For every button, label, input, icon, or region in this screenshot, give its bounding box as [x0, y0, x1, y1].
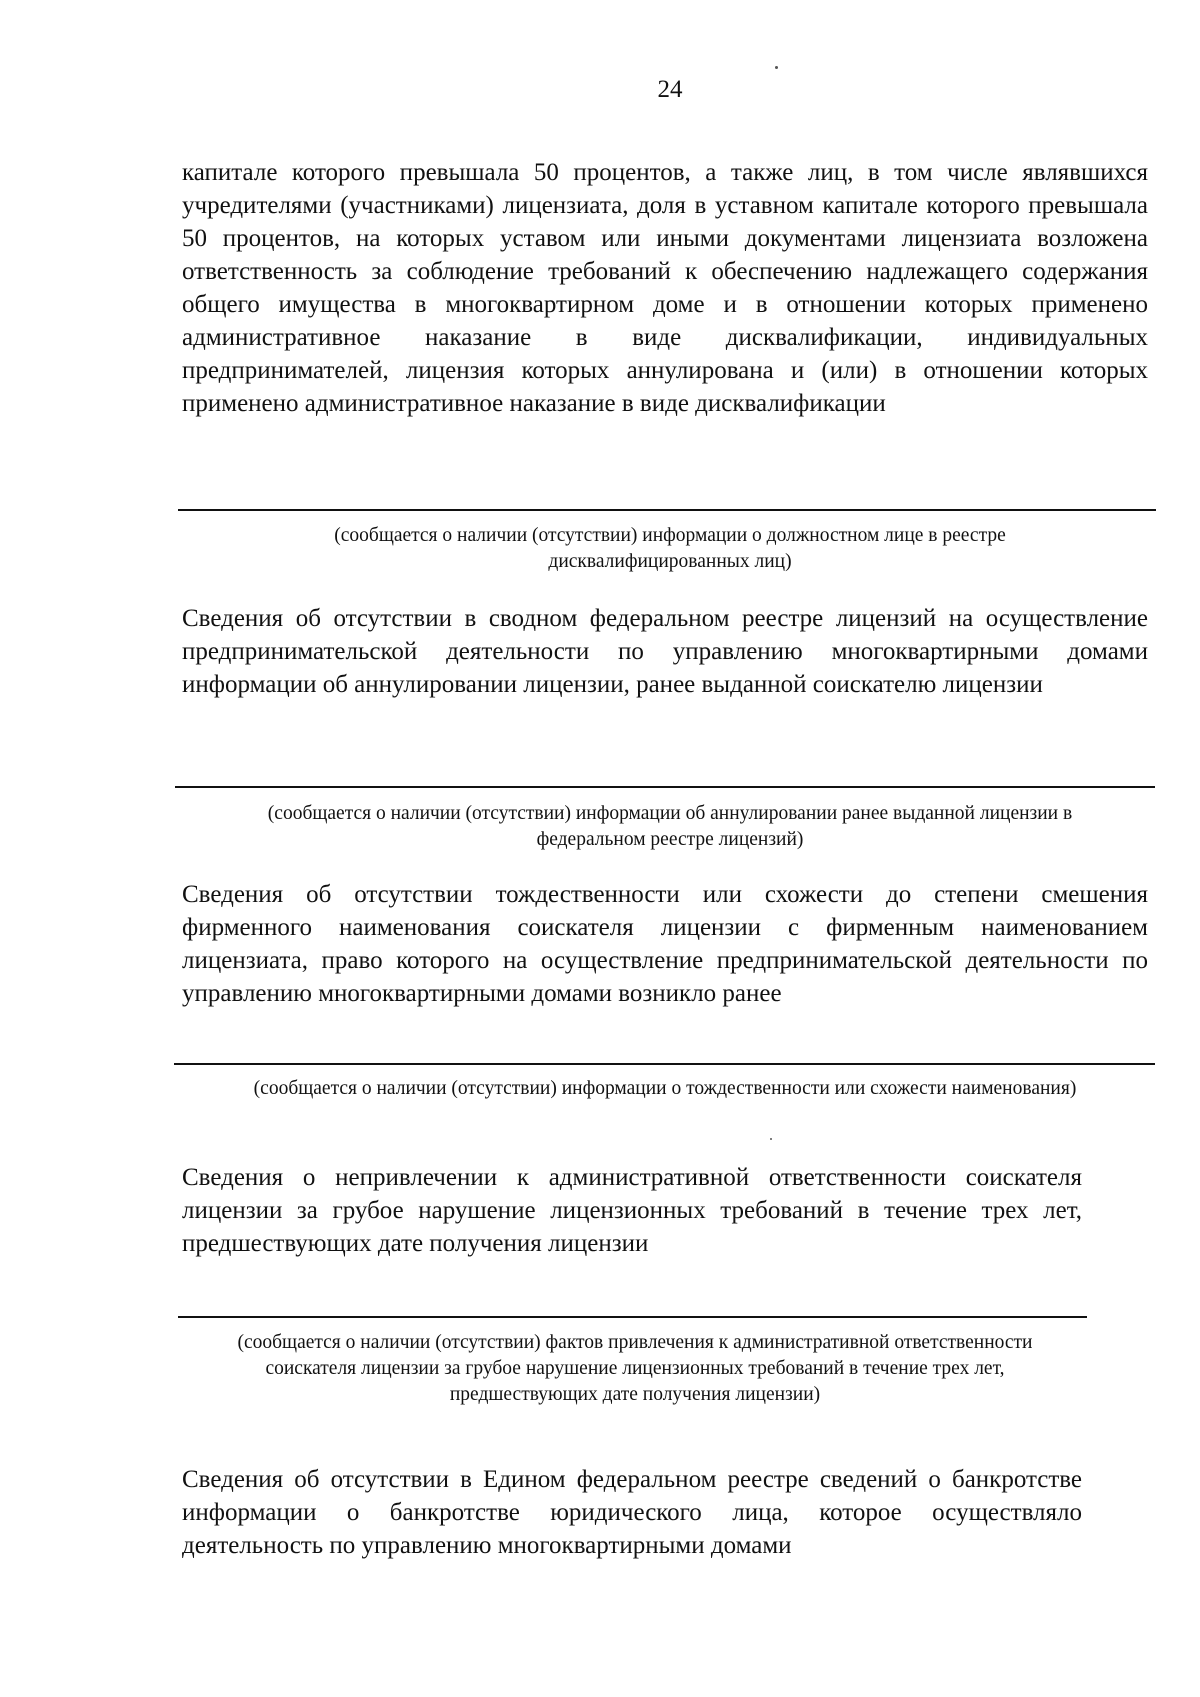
page-number: 24	[657, 76, 683, 103]
fill-in-line	[175, 786, 1155, 788]
fill-in-line	[178, 509, 1156, 511]
fill-in-line	[174, 1063, 1155, 1065]
fill-in-line	[178, 1316, 1087, 1318]
paragraph-license-annulment: Сведения об отсутствии в сводном федеральном реестре лицензий на осуществление предпринимательской деятельности по управлению многоквартирными домами информации об аннулировании лицензии, ранее выданной соискателю лицензии	[182, 605, 1148, 698]
paragraph-firm-name-similarity: Сведения об отсутствии тождественности или схожести до степени смешения фирменного наименования соискателя лицензии с фирменным наименованием лицензиата, право которого на осуществление предпринимательской деятельности по управлению многоквартирными домами возникло ранее	[182, 881, 1148, 1007]
paragraph-no-administrative-liability: Сведения о непривлечении к административной ответственности соискателя лицензии за грубое нарушение лицензионных требований в течение трех лет, предшествующих дате получения лицензии	[182, 1164, 1082, 1257]
caption-administrative-liability: (сообщается о наличии (отсутствии) фактов привлечения к административной ответственности соискателя лицензии за грубое нарушение лицензионных требований в течение трех лет, предшествующих дате получения лицензии)	[237, 1332, 1033, 1405]
caption-disqualified-registry: (сообщается о наличии (отсутствии) информации о должностном лице в реестре дисквалифицированных лиц)	[334, 525, 1006, 572]
caption-annulment-registry: (сообщается о наличии (отсутствии) информации об аннулировании ранее выданной лицензии в федеральном реестре лицензий)	[267, 803, 1073, 850]
scan-speck	[775, 66, 778, 69]
scan-speck	[770, 1138, 772, 1140]
paragraph-disqualification: капитале которого превышала 50 процентов, а также лиц, в том числе являвшихся учредителями (участниками) лицензиата, доля в уставном капитале которого превышала 50 процентов, на которых уставом или иными документами лицензиата возложена ответственность за соблюдение требований к обеспечению надлежащего содержания общего имущества в многоквартирном доме и в отношении которых применено административное наказание в виде дисквалификации, индивидуальных предпринимателей, лицензия которых аннулирована и (или) в отношении которых применено административное наказание в виде дисквалификации	[182, 159, 1148, 417]
caption-name-similarity: (сообщается о наличии (отсутствии) информации о тождественности или схожести наименования)	[253, 1078, 1077, 1099]
paragraph-bankruptcy-registry: Сведения об отсутствии в Едином федеральном реестре сведений о банкротстве информации о банкротстве юридического лица, которое осуществляло деятельность по управлению многоквартирными домами	[182, 1466, 1082, 1559]
